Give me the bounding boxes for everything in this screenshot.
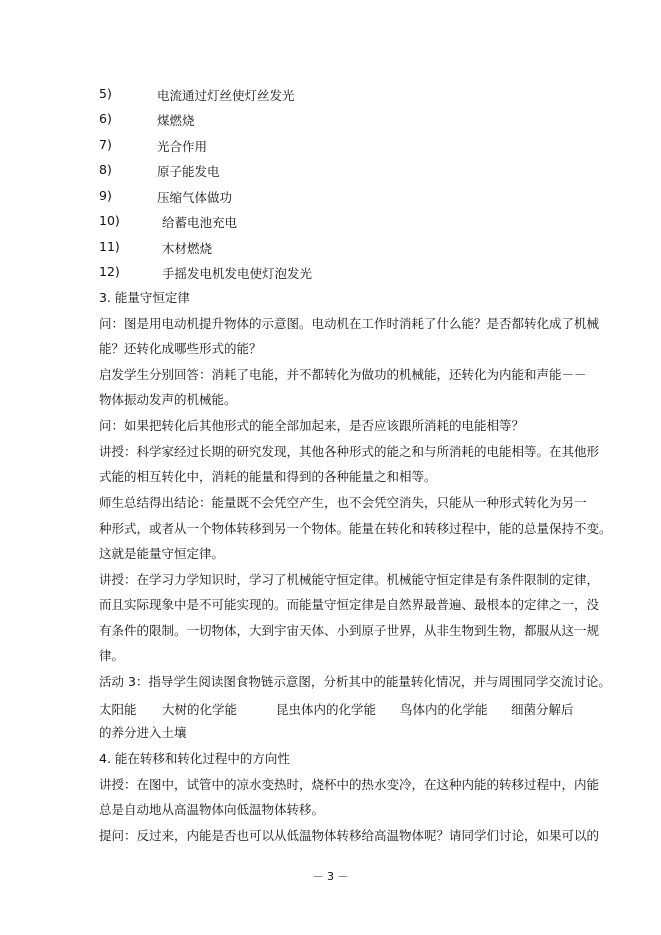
list-item-number: 7) <box>99 137 112 152</box>
paragraph-line: 讲授：在图中，试管中的凉水变热时，烧杯中的热水变冷，在这种内能的转移过程中，内能 <box>99 777 600 792</box>
paragraph-line: 式能的相互转化中，消耗的能量和得到的各种能量之和相等。 <box>99 469 437 484</box>
paragraph-line: 律。 <box>99 648 125 663</box>
paragraph-line: 而且实际现象中是不可能实现的。而能量守恒定律是自然界最普遍、最根本的定律之一，没 <box>99 597 600 612</box>
list-item-number: 5) <box>99 86 112 101</box>
section-heading: 3. 能量守恒定律 <box>99 290 190 305</box>
list-item-number: 11) <box>99 239 120 254</box>
list-item-text: 光合作用 <box>157 139 208 154</box>
list-item-number: 10) <box>99 213 120 228</box>
paragraph-line: 讲授：科学家经过长期的研究发现，其他各种形式的能之和与所消耗的电能相等。在其他形 <box>99 444 600 459</box>
paragraph-line: 总是自动地从高温物体向低温物体转移。 <box>99 802 325 817</box>
paragraph-line: 师生总结得出结论：能量既不会凭空产生，也不会凭空消失，只能从一种形式转化为另一 <box>99 495 587 510</box>
paragraph-line: 活动 3：指导学生阅读图食物链示意图，分析其中的能量转化情况，并与周围同学交流讨论。 <box>99 674 611 689</box>
paragraph-line: 问：图是用电动机提升物体的示意图。电动机在工作时消耗了什么能？是否都转化成了机械 <box>99 316 600 331</box>
food-chain-step: 大树的化学能 <box>162 702 238 717</box>
list-item-text: 煤燃烧 <box>157 113 195 128</box>
paragraph-line: 能？还转化成哪些形式的能？ <box>99 341 262 356</box>
list-item-text: 木材燃烧 <box>162 241 213 256</box>
paragraph-line: 物体振动发声的机械能。 <box>99 392 237 407</box>
list-item-text: 原子能发电 <box>157 164 220 179</box>
list-item-text: 给蓄电池充电 <box>162 215 238 230</box>
paragraph-line: 问：如果把转化后其他形式的能全部加起来，是否应该跟所消耗的电能相等？ <box>99 418 525 433</box>
list-item-number: 12) <box>99 264 120 279</box>
list-item-number: 6) <box>99 111 112 126</box>
list-item-text: 电流通过灯丝使灯丝发光 <box>157 88 295 103</box>
paragraph-line: 启发学生分别回答：消耗了电能，并不都转化为做功的机械能，还转化为内能和声能－－ <box>99 367 587 382</box>
page-number: － 3 － <box>312 870 349 883</box>
section-heading: 4. 能在转移和转化过程中的方向性 <box>99 751 290 766</box>
list-item-text: 手摇发电机发电使灯泡发光 <box>162 266 313 281</box>
paragraph-line: 的养分进入土壤 <box>99 725 187 740</box>
paragraph-line: 提问：反过来，内能是否也可以从低温物体转移给高温物体呢？请同学们讨论，如果可以的 <box>99 828 600 843</box>
paragraph-line: 这就是能量守恒定律。 <box>99 546 225 561</box>
paragraph-line: 讲授：在学习力学知识时，学习了机械能守恒定律。机械能守恒定律是有条件限制的定律， <box>99 572 600 587</box>
paragraph-line: 种形式，或者从一个物体转移到另一个物体。能量在转化和转移过程中，能的总量保持不变。 <box>99 521 612 536</box>
food-chain-step: 鸟体内的化学能 <box>400 702 488 717</box>
food-chain-step: 昆虫体内的化学能 <box>276 702 377 717</box>
paragraph-line: 有条件的限制。一切物体，大到宇宙天体、小到原子世界，从非生物到生物，都服从这一规 <box>99 623 600 638</box>
list-item-number: 9) <box>99 188 112 203</box>
list-item-text: 压缩气体做功 <box>157 190 233 205</box>
food-chain-step: 细菌分解后 <box>511 702 574 717</box>
food-chain-step: 太阳能 <box>99 702 137 717</box>
list-item-number: 8) <box>99 162 112 177</box>
